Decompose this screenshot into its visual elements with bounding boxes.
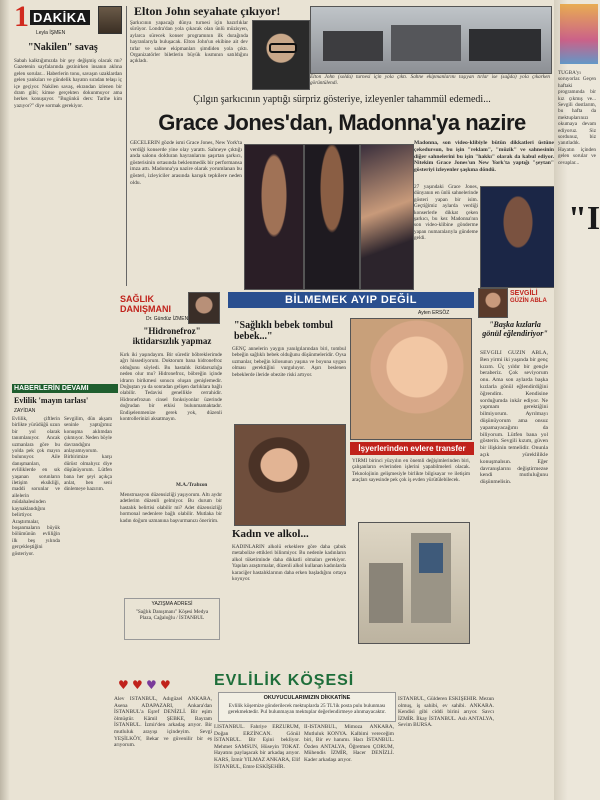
right-strip-body: TUGBA'yı soruyorlar. Geçen haftaki programında bir kız çıkmış ve... Sevgili dostlarım, bu hafta da mektuplarınızı okumaya devam ediyoruz. Siz sordunuz, biz yanıtladık. Hayatın içinden gelen sorular ve cevaplar...: [558, 70, 596, 166]
column-divider: [126, 6, 127, 286]
sevgili-label-1: SEVGİLİ: [510, 290, 538, 297]
grace-photo-1: [244, 144, 304, 290]
grace-body-right: 27 yaşındaki Grace Jones, dünyanın en ünlü sahnelerinde gösteri yapan bir isim. Geçtiğimiz aylarda verdiği konserlerle dikkat çeken şarkıcı, bu kez Madonna'nın son video-klibine gönderme yapan numaralarıyla gündeme geldi.: [414, 184, 478, 242]
grace-kicker: Çılgın şarkıcının yaptığı sürpriz gösteriye, izleyenler tahammül edemedi...: [193, 94, 491, 105]
saglik-label-1: SAĞLIK: [120, 294, 155, 304]
notice-text: Evlilik köşemize gönderilecek mektuplarda 25 TL'lik posta pulu bulunması gerekmektedir. Pul bulunmayan mektuplar değerlendirmeye alınmayacaktır.: [228, 703, 386, 716]
sevgili-headline: "Başka kızlarla gönül eğlendiriyor": [482, 320, 548, 338]
saglik-headline: "Hidronefroz" iktidarsızlık yapmaz: [132, 326, 212, 346]
haber-section: [12, 384, 114, 800]
saglik-body: Kırk iki yaşındayım. Bir süredir böbreklerimde ağrı hissediyorum. Doktorum bana hidronefroz olduğunu söyledi. Bu hastalık iktidarsızlığa neden olur mu? Hidronefroz, böbreğin içinde idrarın birikmesi sonucu oluşan genişlemedir. Doğuştan ya da sonradan gelişen darlıklara bağlı olabilir. Tedavisi genellikle cerrahidir. Hidronefrozun cinsel fonksiyonlar üzerinde doğrudan bir etkisi bulunmamaktadır. Endişelenmenize gerek yok, düzenli kontrollerinizi aksatmayın.: [120, 352, 222, 423]
dakika-logo: [14, 0, 124, 36]
sevgili-body: SEVGİLİ GÜZİN ABLA, Ben yirmi iki yaşında bir genç kızım. Üç yıldır bir gençle beraberiz. Çok seviyorum onu. Ama son aylarda başka kızlarla gönül eğlendirdiğini öğrendim. Kendisine sorduğumda inkâr ediyor. Ne yapmam gerektiğini bilmiyorum. Ayrılmayı düşünüyorum ama onsuz yapamayacağımı da biliyorum. Lütfen bana yol gösterin. Sevgili kızım, güven bir ilişkinin temelidir. Onunla açık yüreklilikle konuşmalısın. Eğer davranışlarını değiştirmezse kendi mutluluğunu düşünmelisin.: [480, 350, 548, 486]
woman-drinking-photo: [234, 424, 346, 526]
grace-lead: Madonna, son video-klibiyle bütün dikkatleri üstüne çekedursun, bu işin "reklam", "müzik" ve sahnesinin diğer sahnelerini bu işin "hakkı" olarak da kabul ediyor. Nitekim Grace Jones'un New York'ta yaptığı "şeytan" gösteriyi izleyenler şaşkına döndü.: [414, 140, 554, 174]
evlilik-col-3: İİ-İSTANBUL, Mimoza ANKARA, Mutluluk KONYA. Kalbimi vereceğim biri, Bir ev hanımı. Hacı İSTANBUL. Özden ANTALYA, Öğretmen ÇORUM, Mühendis İZMİR, Hacer DENİZLİ. Kader arkadaşı arıyor.: [304, 724, 394, 763]
kadin-alkol-body: KADINLARIN alkolü erkeklere göre daha çabuk metabolize ettikleri bilinmiyor. Bu nedenle kadınların alkol tüketiminde daha dikkatli olmaları gerekiyor. Yapılan araştırmalar, düzenli alkol kullanan kadınlarda karaciğer hastalıklarının daha erken başladığını ortaya koyuyor.: [232, 544, 346, 583]
grace-headline: Grace Jones'dan, Madonna'ya nazire: [158, 110, 526, 135]
kadin-alkol-headline: Kadın ve alkol...: [232, 528, 309, 540]
hearts-decoration: [118, 678, 198, 692]
elton-portrait-photo: [252, 20, 310, 90]
dakika-headline: "Nakilen" savaş: [28, 42, 98, 53]
elton-caption: Elton John (solda) turnesi için yola çıktı. Sahne ekipmanlarını taşıyan tırlar ise (sağda) yola çıkarken görüntülendi.: [310, 74, 550, 87]
dakika-number: 1: [14, 0, 29, 33]
haber-label: HABERLERİN DEVAMI: [12, 384, 118, 393]
elton-trucks-photo: [310, 6, 552, 74]
grace-photo-2: [304, 144, 360, 290]
dakika-author: Leyla İŞMEN: [36, 30, 66, 36]
haber-body-2: Sevgilim, dün akşam seninle yaptığımız konuşma aklımdan çıkmıyor. Neden böyle davrandığını anlayamıyorum. Birbirimize karşı dürüst olmalıyız diye düşünüyorum. Lütfen bana her şeyi açıkça anlat, ben seni dinlemeye hazırım.: [64, 416, 112, 493]
sevgili-label-2: GÜZİN ABLA: [510, 298, 547, 304]
bilmemek-body: GENÇ annelerin yaygın yanılgılarından biri, tombul bebeğin sağlıklı bebek olduğunu düşünmeleridir. Oysa uzmanlar, bebeğin kilosunun yaşına ve boyuna uygun olması gerektiğini vurguluyor. Aşırı beslenen bebeklerde ileride obezite riski artıyor.: [232, 346, 346, 378]
bilmemek-section: [228, 292, 474, 672]
evlilik-section: [114, 674, 496, 800]
dakika-body: Sabah kalktığımızda bir şey değişmiş olacak mı? Gazetenin sayfalarında gezinirken insanın aklına gelen sorular... Haberlerin tonu, savaşın uzaklardan gelen yankıları ve gündelik hayatın sıradan telaşı iç içe geçiyor. Nakilen savaş, ekrandan izlenen bir dram gibi; kimse gerçekten dokunmuyor ama herkes konuşuyor. "Bugünkü ders: Tarihe kim yazıyor?" diye sormak gerekiyor.: [14, 58, 122, 109]
page-shadow-left: [0, 0, 10, 800]
heart-icon: ♥: [118, 678, 129, 692]
address-label: YAZIŞMA ADRESİ: [151, 601, 193, 607]
haber-headline: Evlilik 'mayın tarlası': [14, 396, 89, 405]
grace-photo-4: [480, 186, 556, 288]
evlilik-col-1: Alev İSTANBUL, Adıgüzel ANKARA, Asena ADAPAZARI, Ankara'dan İSTANBUL'a Eşref DENİZLİ. Bir eşim ölmüştür. Kâmil ŞEBKE, Bayram İSTANBUL. İzmir'den arkadaş arıyor. Bir mutluluk arayışı içindeyim. Sevgi YEŞİLKÖY, Bekar ve güvenilir bir eş arıyorum.: [114, 696, 212, 749]
glasses-icon: [269, 43, 297, 53]
isyeri-headline: İşyerlerinden evlere transfer: [350, 442, 474, 455]
guzin-abla-photo: [478, 288, 508, 318]
dakika-column: [14, 0, 124, 304]
elton-body: Şarkıcının yapacağı dünya turnesi için hazırlıklar sürüyor. Londra'dan yola çıkacak olan ünlü müzisyen, aylarca sürecek konser programının ilk durağında hayranlarıyla buluşacak. Elton John'un ekibine ait dev tırlar ve sahne ekipmanları şimdiden yola çıktı. Organizatörler biletlerin büyük kısmının satıldığını açıkladı.: [130, 20, 248, 65]
saglik-label-2: DANIŞMANI: [120, 304, 171, 314]
haber-byline: ZAYİDAN: [14, 408, 36, 414]
elton-section: [130, 4, 550, 92]
right-big-letters: "I: [568, 200, 600, 237]
evlilik-col-2: İ.İSTANBUL. Fahriye ERZURUM, Doğan ERZİNCAN. Gönül İSTANBUL. Bir Eşini bekliyor. Mehmet SAMSUN, Hüseyin TOKAT. Hayatını paylaşacak bir arkadaş arıyor. KARS, İzmir YILMAZ ANKARA, Elif İSTANBUL, Emre ESKİŞEHİR.: [214, 724, 300, 770]
bilmemek-byline: Ayten ERSÖZ: [418, 310, 450, 316]
bilmemek-headline: "Sağlıklı bebek tombul bebek...": [234, 320, 333, 342]
grace-photo-3: [360, 144, 414, 290]
doctor-photo: [188, 292, 220, 324]
evlilik-notice-box: [218, 692, 396, 722]
author-photo: [98, 6, 122, 34]
heart-icon: ♥: [132, 678, 143, 692]
saglik-section: [116, 292, 226, 672]
evlilik-title: EVLİLİK KÖŞESİ: [214, 672, 355, 689]
heart-icon: ♥: [146, 678, 157, 692]
saglik-sign: M.A./Trabzon: [176, 482, 208, 488]
saglik-doctor: Dr. Gündüz İZMEN: [146, 316, 189, 322]
saglik-address-box: [124, 598, 220, 640]
isyeri-body: YIRMI birinci yüzyılın en önemli değişimlerinden biri, çalışanların evlerinden işlerini yapabilmeleri olacak. Teknolojinin gelişmesiyle birlikte bilgisayar ve iletişim araçları sayesinde pek çok iş evden yürütülebilecek.: [352, 458, 470, 484]
grace-body-left: GECELERİN gözde ismi Grace Jones, New York'ta verdiği konserde yine olay yarattı. Sahneye çıktığı anda salonu dolduran hayranlarını şaşırtan şarkıcı, gösterisinin ortasında beklenmedik bir performansa imza attı. Madonna'ya nazire olarak yorumlanan bu gösteri, izleyiciler arasında karışık tepkilere neden oldu.: [130, 140, 242, 186]
saglik-body-2: Menstruasyon düzensizliği yaşıyorum. Altı aydır adetlerim düzenli gelmiyor. Bu durum bir hastalık belirtisi olabilir mi? Adet düzensizliği hormonal nedenlere bağlı olabilir. Mutlaka bir kadın doğum uzmanına başvurmanızı öneririm.: [120, 492, 222, 524]
evlilik-col-4: İSTANBUL, Gülderen ESKİŞEHİR. Mezun olmuş, iş sahibi, ev sahibi. ANKARA. Kendisi gibi ciddi birini arıyor. Savcı İZMİR. İlkay İSTANBUL. Aslı ANTALYA, Sevim BURSA.: [398, 696, 494, 729]
baby-photo: [350, 318, 472, 440]
dakika-word: DAKİKA: [30, 10, 90, 25]
sevgili-section: [478, 288, 550, 688]
bilmemek-title: BİLMEMEK AYIP DEĞİL: [228, 292, 474, 308]
notice-title: OKUYUCULARIMIZIN DİKKATİNE: [263, 695, 351, 701]
right-strip: [554, 0, 600, 800]
computer-photo: [358, 522, 470, 644]
elton-headline: Elton John seyahate çıkıyor!: [134, 4, 281, 18]
right-strip-art: [560, 4, 598, 64]
address-text: "Sağlık Danışmanı" Köşesi Medya Plaza, Cağaloğlu / İSTANBUL: [135, 609, 209, 622]
heart-icon: ♥: [160, 678, 171, 692]
haber-body: Evlilik, çiftlerin birlikte yürüdüğü uzun bir yol olarak tanımlanıyor. Ancak uzmanlara göre bu yolda pek çok mayın bulunuyor. Aile danışmanları, evliliklerde en sık yaşanan sorunların iletişim eksikliği, maddi sorunlar ve ailelerin müdahalesinden kaynaklandığını belirtiyor. Araştırmalar, boşanmaların büyük bölümünün evliliğin ilk beş yılında gerçekleştiğini gösteriyor.: [12, 416, 60, 557]
